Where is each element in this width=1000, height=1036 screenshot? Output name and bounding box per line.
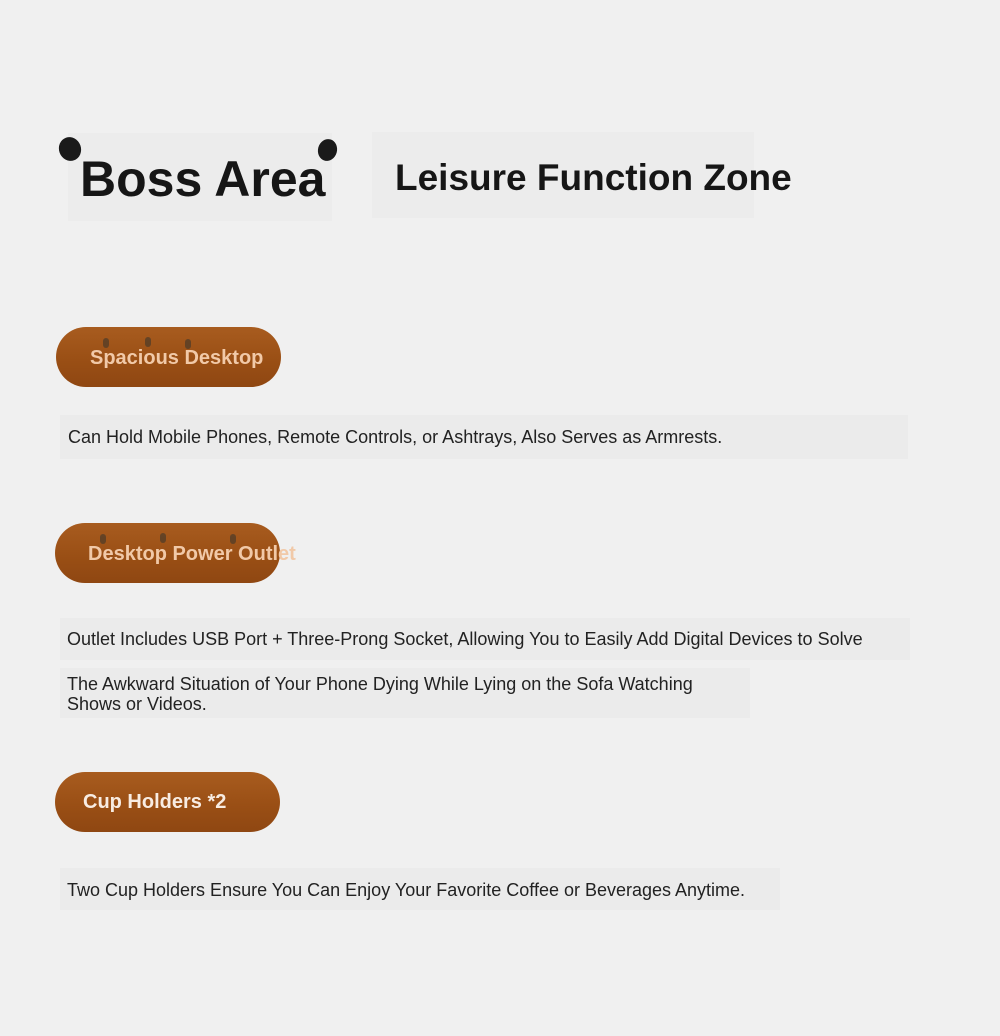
feature-description-power-outlet-line1: Outlet Includes USB Port + Three-Prong Socket, Allowing You to Easily Add Digital Devices to Solve xyxy=(67,629,863,649)
feature-label-spacious-desktop: Spacious Desktop xyxy=(90,347,264,369)
feature-label-power-outlet: Desktop Power Outlet xyxy=(88,543,296,565)
feature-label-cup-holders: Cup Holders *2 xyxy=(83,791,227,813)
feature-description-cup-holders: Two Cup Holders Ensure You Can Enjoy Your Favorite Coffee or Beverages Anytime. xyxy=(67,880,746,900)
feature-description-power-outlet-line3: Shows or Videos. xyxy=(67,694,207,714)
leisure-zone-title: Leisure Function Zone xyxy=(395,157,792,198)
boss-area-title: Boss Area xyxy=(80,151,326,207)
feature-description-power-outlet-line2: The Awkward Situation of Your Phone Dying While Lying on the Sofa Watching xyxy=(67,674,693,694)
feature-description-spacious-desktop: Can Hold Mobile Phones, Remote Controls, or Ashtrays, Also Serves as Armrests. xyxy=(68,427,723,447)
